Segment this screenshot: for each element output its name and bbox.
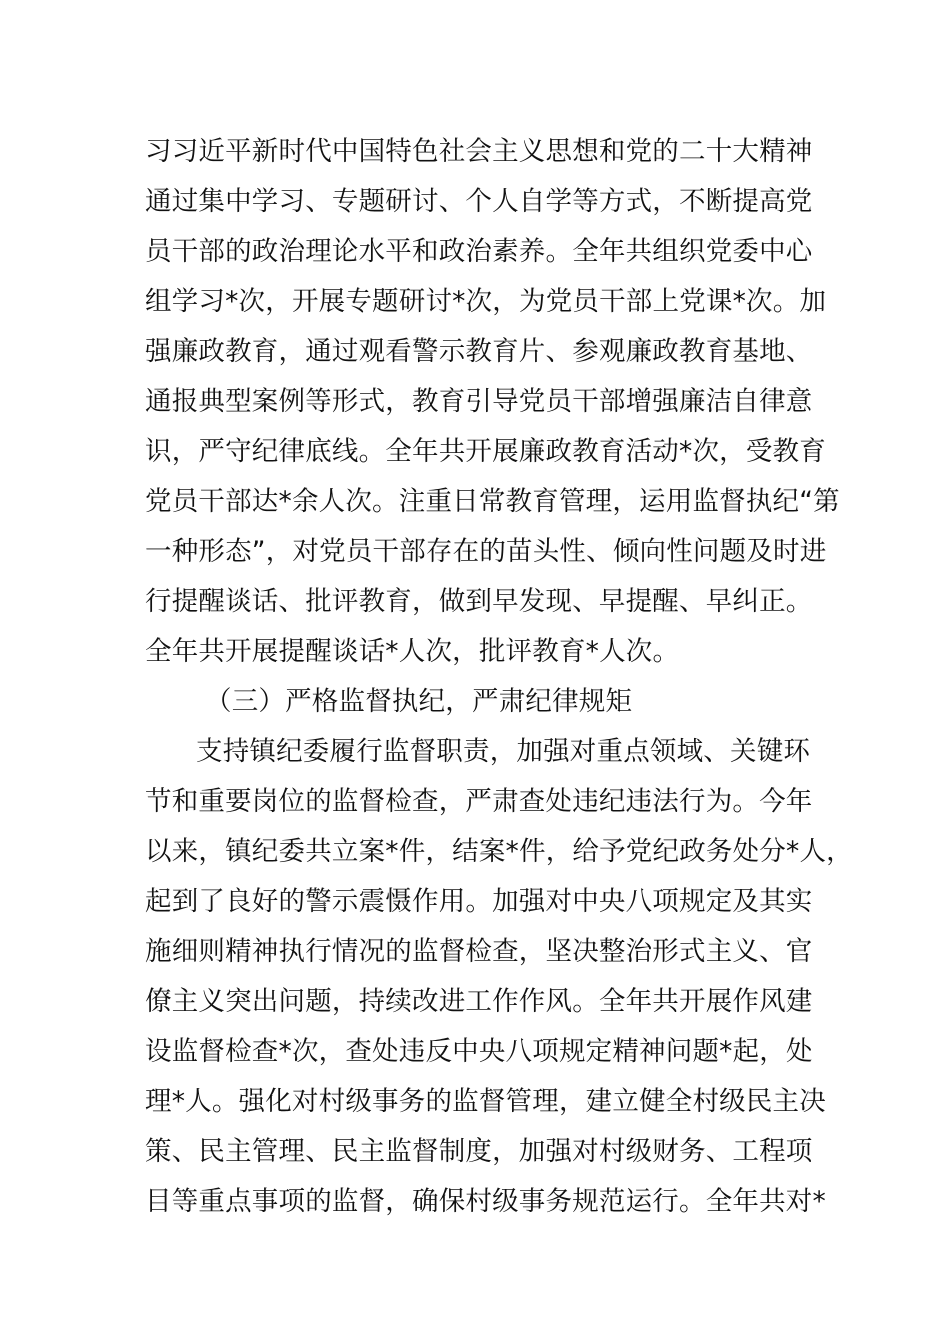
paragraph-line: 以来，镇纪委共立案*件，结案*件，给予党纪政务处分*人，: [145, 836, 853, 867]
paragraph-line: 通报典型案例等形式，教育引导党员干部增强廉洁自律意: [145, 386, 813, 417]
paragraph-line: 起到了良好的警示震慑作用。加强对中央八项规定及其实: [145, 886, 813, 917]
paragraph-line: 识，严守纪律底线。全年共开展廉政教育活动*次，受教育: [145, 436, 826, 467]
paragraph-line: 目等重点事项的监督，确保村级事务规范运行。全年共对*: [145, 1186, 826, 1217]
paragraph-line: 施细则精神执行情况的监督检查，坚决整治形式主义、官: [145, 936, 813, 967]
paragraph-line: 理*人。强化对村级事务的监督管理，建立健全村级民主决: [145, 1086, 826, 1117]
paragraph-line: 全年共开展提醒谈话*人次，批评教育*人次。: [145, 636, 680, 667]
paragraph-line: 习习近平新时代中国特色社会主义思想和党的二十大精神: [145, 136, 813, 167]
paragraph-line: 组学习*次，开展专题研讨*次，为党员干部上党课*次。加: [145, 286, 827, 317]
paragraph-line: 员干部的政治理论水平和政治素养。全年共组织党委中心: [145, 236, 813, 267]
paragraph-line: 强廉政教育，通过观看警示教育片、参观廉政教育基地、: [145, 336, 813, 367]
section-heading: （三）严格监督执纪，严肃纪律规矩: [205, 686, 633, 717]
paragraph-line: 策、民主管理、民主监督制度，加强对村级财务、工程项: [145, 1136, 813, 1167]
paragraph-line: 节和重要岗位的监督检查，严肃查处违纪违法行为。今年: [145, 786, 813, 817]
paragraph-line: 党员干部达*余人次。注重日常教育管理，运用监督执纪“第: [145, 486, 840, 517]
paragraph-line: 通过集中学习、专题研讨、个人自学等方式，不断提高党: [145, 186, 813, 217]
paragraph-line: 一种形态”，对党员干部存在的苗头性、倾向性问题及时进: [145, 536, 827, 567]
paragraph-line: 行提醒谈话、批评教育，做到早发现、早提醒、早纠正。: [145, 586, 813, 617]
paragraph-line: 支持镇纪委履行监督职责，加强对重点领域、关键环: [196, 736, 811, 767]
paragraph-line: 僚主义突出问题，持续改进工作作风。全年共开展作风建: [145, 986, 813, 1017]
paragraph-line: 设监督检查*次，查处违反中央八项规定精神问题*起，处: [145, 1036, 813, 1067]
